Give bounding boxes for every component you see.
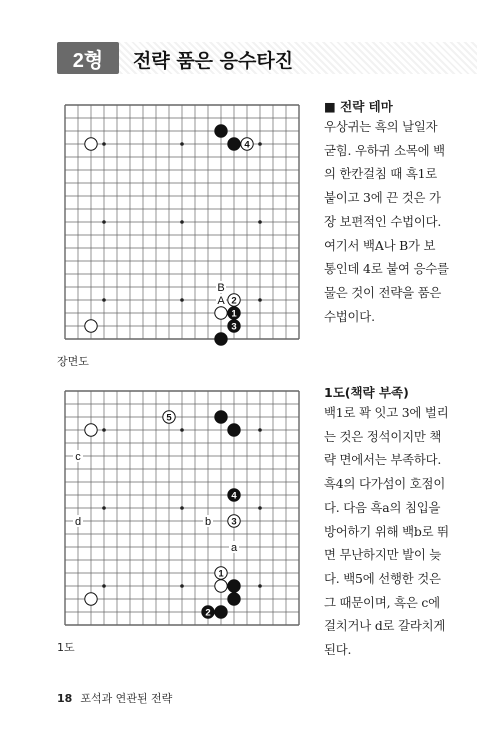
white-stone: [215, 567, 227, 580]
text-line: 장 보편적인 수법이다.: [324, 213, 442, 229]
black-stone: [228, 320, 240, 333]
white-stone: [85, 593, 97, 605]
svg-text:d: d: [74, 516, 82, 528]
white-stone: [85, 320, 97, 332]
text-line: 다. 백5에 선행한 것은: [324, 570, 441, 586]
black-stone: [228, 580, 240, 592]
svg-text:a: a: [230, 542, 238, 554]
board-mark: [229, 541, 239, 554]
white-stone: [85, 424, 97, 436]
text-line: 수법이다.: [324, 308, 375, 324]
black-stone: [215, 411, 227, 423]
go-board-diagram-1: [57, 383, 307, 633]
svg-text:3: 3: [231, 516, 237, 528]
svg-text:2: 2: [205, 607, 211, 619]
text-line: 굳힘. 우하귀 소목에 백: [324, 142, 445, 158]
board-svg: [57, 383, 307, 633]
black-stone: [228, 138, 240, 150]
white-stone: [228, 294, 240, 307]
black-stone: [228, 307, 240, 320]
diagram-caption-scene: 장면도: [57, 355, 89, 368]
board-mark: [73, 515, 83, 528]
white-stone: [215, 580, 227, 592]
board-mark: [216, 294, 226, 307]
text-line: 백1로 꽉 잇고 3에 벌리: [324, 405, 449, 420]
svg-text:B: B: [217, 282, 225, 294]
chapter-badge: 2형: [57, 42, 119, 74]
svg-text:3: 3: [231, 321, 237, 333]
text-line: 략 면에서는 부족하다.: [324, 452, 442, 468]
svg-text:b: b: [204, 516, 212, 528]
text-line: 우상귀는 흑의 날일자: [324, 119, 438, 134]
text-line: 물은 것이 전략을 품은: [324, 284, 442, 300]
svg-text:4: 4: [244, 139, 250, 151]
black-stone: [215, 125, 227, 137]
svg-text:4: 4: [231, 490, 237, 502]
go-board-scene: [57, 97, 307, 347]
black-stone: [202, 606, 214, 619]
black-stone: [228, 593, 240, 605]
text-line: 여기서 백A나 B가 보: [324, 237, 436, 253]
text-line: 다. 다음 흑a의 침입을: [324, 499, 441, 515]
svg-text:A: A: [217, 295, 225, 307]
text-line: 방어하기 위해 백b로 뛰: [324, 523, 449, 539]
text-line: 통인데 4로 붙여 응수를: [324, 261, 449, 277]
diagram-caption-1: 1도: [57, 641, 75, 654]
board-mark: [216, 281, 226, 294]
board-svg: [57, 97, 307, 347]
chapter-title: 전략 품은 응수타진: [133, 50, 294, 72]
black-stone: [215, 333, 227, 345]
text-line: 그 때문이며, 흑은 c에: [324, 594, 440, 610]
text-line: 걸치거나 d로 갈라치게: [324, 618, 446, 634]
chapter-header: [57, 42, 477, 74]
section-title-diagram-1: 1도(책략 부족): [324, 385, 409, 400]
svg-text:1: 1: [218, 568, 224, 580]
white-stone: [241, 138, 253, 151]
text-line: 는 것은 정석이지만 책: [324, 428, 442, 444]
svg-text:1: 1: [231, 308, 237, 320]
board-mark: [203, 515, 213, 528]
text-line: 붙이고 3에 끈 것은 가: [324, 190, 441, 206]
svg-text:2: 2: [231, 295, 237, 307]
white-stone: [215, 307, 227, 319]
text-line: 된다.: [324, 642, 352, 658]
board-mark: [73, 450, 83, 463]
text-line: 의 한칸걸침 때 흑1로: [324, 166, 438, 182]
black-stone: [215, 606, 227, 618]
white-stone: [163, 411, 175, 424]
section-title-theme: ■ 전략 테마: [324, 99, 393, 114]
page-footer: [57, 690, 172, 706]
page-number: 18: [57, 692, 73, 705]
black-stone: [228, 424, 240, 436]
section-body-theme: [324, 115, 494, 328]
svg-text:5: 5: [166, 412, 172, 424]
text-line: 면 무난하지만 발이 늦: [324, 547, 442, 563]
svg-text:c: c: [75, 451, 81, 463]
black-stone: [228, 489, 240, 502]
white-stone: [85, 138, 97, 150]
section-body-diagram-1: [324, 401, 494, 662]
white-stone: [228, 515, 240, 528]
text-line: 흑4의 다가섬이 호점이: [324, 476, 446, 492]
book-section-title: 포석과 연관된 전략: [80, 692, 173, 705]
